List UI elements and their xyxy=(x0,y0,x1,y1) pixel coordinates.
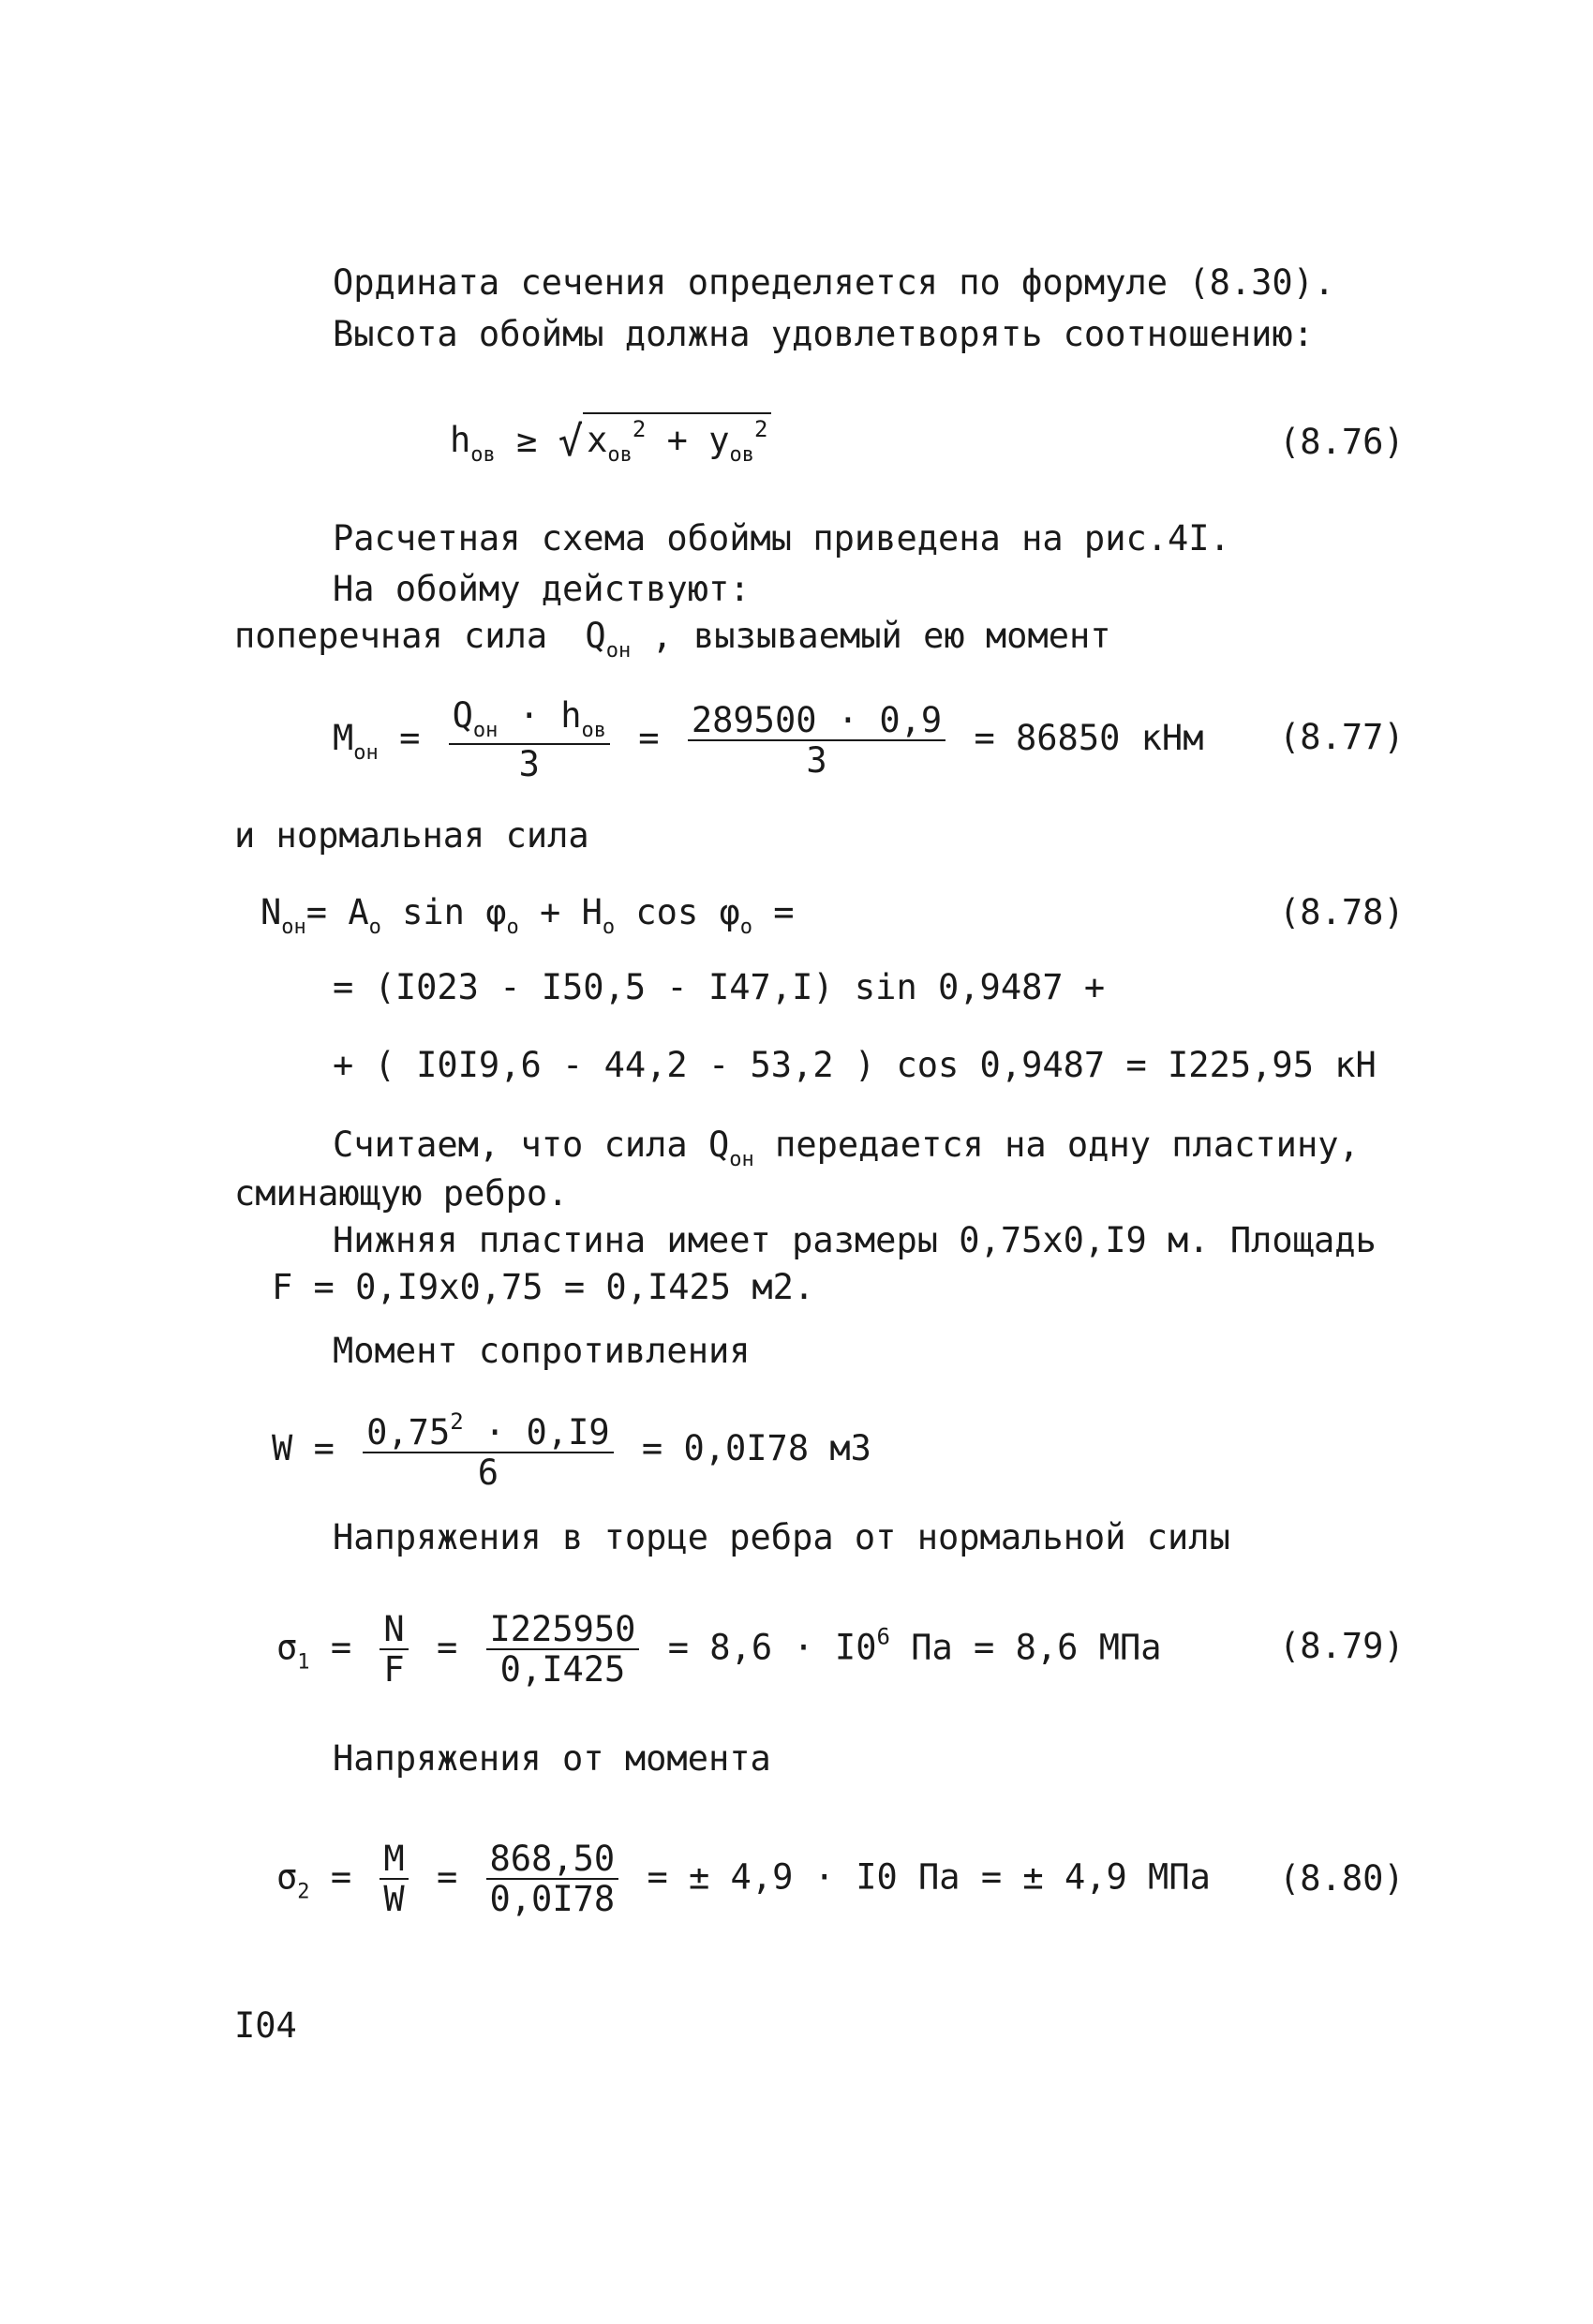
eq880-frac1-num: M xyxy=(380,1841,408,1880)
eq877-num1: Q xyxy=(452,695,473,736)
text-line-9: Нижняя пластина имеет размеры 0,75х0,I9 м. Площадь xyxy=(333,1220,1377,1260)
eq876-radical: √ xyxy=(558,418,584,466)
eq876-x-sup: 2 xyxy=(632,416,647,442)
eq876-rel: ≥ xyxy=(516,420,538,460)
text-line-6: и нормальная сила xyxy=(234,815,589,856)
eqw-frac-num xyxy=(363,1410,614,1453)
eqno-8-76: (8.76) xyxy=(1279,422,1405,462)
eq876-x: x xyxy=(587,420,608,460)
equation-8-79 xyxy=(276,1609,1162,1690)
eqno-8-77: (8.77) xyxy=(1279,717,1405,757)
eq877-lhs: M xyxy=(333,718,354,758)
text-line-7b: передается на одну пластину, xyxy=(775,1125,1360,1165)
text-line-7a: Считаем, что сила xyxy=(333,1125,688,1165)
eq879-lhs-sub: 1 xyxy=(297,1650,310,1675)
eq876-radicand xyxy=(583,412,771,466)
eq878-r1: = A xyxy=(305,892,369,932)
text-line-4: На обойму действуют: xyxy=(333,569,751,609)
eqw-num-sup: 2 xyxy=(450,1408,464,1435)
eq878-r1c-sub: о xyxy=(602,916,616,939)
equation-8-78-line1 xyxy=(261,892,795,939)
eqw-lhs: W xyxy=(272,1428,293,1468)
text-line-3: Расчетная схема обоймы приведена на рис.4I. xyxy=(333,518,1230,559)
eq880-eq: = xyxy=(330,1856,352,1898)
text-line-10: F = 0,I9х0,75 = 0,I425 м2. xyxy=(272,1267,815,1307)
text-line-11: Момент сопротивления xyxy=(333,1331,751,1371)
q-symbol-sub: он xyxy=(605,639,632,663)
eq879-eq: = xyxy=(330,1627,352,1668)
eq879-frac2-den: 0,I425 xyxy=(499,1649,626,1690)
equation-8-76 xyxy=(450,412,771,466)
eqw-num: 0,75 xyxy=(366,1412,451,1452)
text-line-1: Ордината сечения определяется по формуле (8.30). xyxy=(333,262,1335,303)
equation-8-78-line3: + ( I0I9,6 - 44,2 - 53,2 ) cos 0,9487 = I225,95 кН xyxy=(333,1045,1377,1085)
q-symbol-2 xyxy=(707,1125,754,1171)
text-line-13: Напряжения от момента xyxy=(333,1738,771,1779)
eq880-lhs: σ xyxy=(276,1856,298,1898)
eq879-frac1-den: F xyxy=(383,1649,405,1690)
q-symbol xyxy=(585,616,632,663)
eq880-eq2: = xyxy=(436,1856,458,1898)
eq878-r1b: sin φ xyxy=(380,892,507,932)
eq876-x-sub: ов xyxy=(607,443,633,467)
eqw-frac xyxy=(363,1408,614,1493)
eq880-frac1-den: W xyxy=(383,1879,405,1919)
eq880-frac2-num: 868,50 xyxy=(486,1841,619,1880)
eq877-frac1-den: 3 xyxy=(518,744,540,784)
eq877-frac1 xyxy=(449,695,610,784)
eq878-lhs-sub: он xyxy=(281,916,306,939)
eq879-frac2 xyxy=(486,1609,640,1690)
eq880-frac2 xyxy=(486,1839,619,1919)
equation-8-77 xyxy=(333,695,1204,784)
eq877-num1-sub: он xyxy=(472,719,499,742)
eq877-eq2: = xyxy=(638,718,660,758)
q-symbol-2-sub: он xyxy=(729,1148,754,1171)
eqw-frac-den: 6 xyxy=(477,1452,499,1493)
eq878-r1d-sub: о xyxy=(739,916,753,939)
eqno-8-79: (8.79) xyxy=(1279,1626,1405,1666)
eq876-lhs-sub: ов xyxy=(470,443,496,467)
page-number: I04 xyxy=(234,2005,297,2046)
eq878-r1d: cos φ xyxy=(615,892,740,932)
eq878-lhs: N xyxy=(261,892,282,932)
eq879-frac1 xyxy=(380,1609,408,1690)
eq879-frac2-num: I225950 xyxy=(486,1612,640,1650)
eq879-eq2: = xyxy=(436,1627,458,1668)
eq879-res-sup: 6 xyxy=(876,1623,890,1650)
eq880-frac2-den: 0,0I78 xyxy=(489,1879,616,1919)
eq880-lhs-sub: 2 xyxy=(297,1880,310,1904)
eq876-y: y xyxy=(708,420,730,460)
text-line-5b: , вызываемый ею момент xyxy=(651,616,1111,656)
eqw-result: = 0,0I78 м3 xyxy=(641,1428,871,1468)
eqw-eq: = xyxy=(313,1428,335,1468)
eq878-r1c: + H xyxy=(518,892,603,932)
text-line-5 xyxy=(234,618,1111,662)
eq878-r1-sub: о xyxy=(368,916,381,939)
eqw-num-rest: · 0,I9 xyxy=(463,1412,610,1452)
eq876-lhs: h xyxy=(450,420,471,460)
text-line-5a: поперечная сила xyxy=(234,616,548,656)
eq877-frac1-num xyxy=(449,695,610,745)
eqno-8-78: (8.78) xyxy=(1279,892,1405,932)
eq877-num1-rest: · h xyxy=(498,695,582,736)
q-symbol-2-letter: Q xyxy=(707,1125,730,1165)
eqno-8-80: (8.80) xyxy=(1279,1858,1405,1899)
text-line-12: Напряжения в торце ребра от нормальной силы xyxy=(333,1517,1230,1557)
eq876-plus: + xyxy=(666,420,688,460)
eq877-result: = 86850 кНм xyxy=(974,718,1204,758)
eq877-eq: = xyxy=(399,718,421,758)
text-line-7 xyxy=(333,1127,1360,1170)
equation-8-80 xyxy=(276,1839,1211,1919)
eq878-r1e: = xyxy=(752,892,795,932)
equation-8-78-line2: = (I023 - I50,5 - I47,I) sin 0,9487 + xyxy=(333,967,1106,1007)
eq880-frac1 xyxy=(380,1839,408,1919)
eq877-frac2-num: 289500 · 0,9 xyxy=(688,703,945,741)
eq879-res2: Па = 8,6 МПа xyxy=(889,1627,1162,1668)
equation-w xyxy=(272,1408,871,1493)
eq876-y-sub: ов xyxy=(729,443,754,467)
eq879-lhs: σ xyxy=(276,1627,298,1668)
q-symbol-letter: Q xyxy=(585,616,606,656)
eq877-lhs-sub: он xyxy=(353,741,379,765)
eq880-result: = ± 4,9 · I0 Па = ± 4,9 МПа xyxy=(647,1856,1211,1898)
eq878-r1b-sub: о xyxy=(506,916,519,939)
eq877-frac2 xyxy=(688,699,945,781)
eq877-num1-sub2: ов xyxy=(581,719,607,742)
text-line-8: сминающую ребро. xyxy=(234,1173,569,1214)
text-line-2: Высота обоймы должна удовлетворять соотношению: xyxy=(333,314,1314,354)
eq879-res1: = 8,6 · I0 xyxy=(667,1627,877,1668)
eq879-frac1-num: N xyxy=(380,1612,408,1650)
eq876-y-sup: 2 xyxy=(753,416,768,442)
eq877-frac2-den: 3 xyxy=(806,739,827,781)
